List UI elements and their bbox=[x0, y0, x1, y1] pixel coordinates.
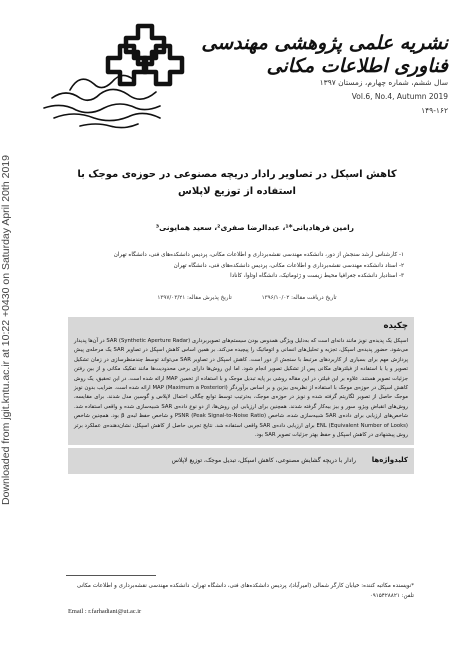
keywords-section bbox=[68, 448, 414, 474]
author-list: رامین فرهادیانی*¹، عبدالرضا صفری²، سعید همایونی³ bbox=[155, 223, 354, 232]
footnote-address: *نویسنده مکاتبه کننده: خیابان کارگر شمالی (امیرآباد)، پردیس دانشکده‌های فنی، دانشگاه تهران، دانشکده مهندسی نقشه‌برداری و اطلاعات مکانی bbox=[76, 583, 414, 589]
keywords-label: کلیدواژه‌ها bbox=[371, 456, 408, 464]
kntu-emblem-icon bbox=[30, 18, 190, 136]
affiliation-item: ۱- کارشناس ارشد سنجش از دور، دانشکده مهندسی نقشه‌برداری و اطلاعات مکانی، پردیس دانشکده‌های فنی، دانشگاه تهران bbox=[113, 252, 404, 258]
affiliation-item: ۳- استادیار دانشکده جغرافیا محیط زیست و ژئوماتیک، دانشگاه اوتاوا، کانادا bbox=[230, 273, 404, 279]
footnote-phone: تلفن: ۰۹۱۵۴۲۸۸۲۱ bbox=[369, 592, 414, 599]
abstract-body: اسپکل یک پدیده‌ی نویز مانند دانه‌ای است که به‌دلیل ویژگی همدوس بودن سیستم‌های تصویربرداری (Synthetic Aperture Radar) SAR در آن‌ها پدیدار می‌شود. حضور پدیده‌ی اسپکل، تجزیه و تحلیل‌های انسانی و اتوماتیک را پیچیده می‌کند. بر همین اساس کاهش اسپکل در تصاویر SAR یک مرحله‌ی پیش پردازش مهم برای بسیاری از کاربردهای مرتبط با سنجش از دور است. کاهش اسپکل در تصاویر SAR می‌تواند توسط چندمنظرسازی در زمان تشکیل تصویر و یا با استفاده از فیلترهای مکانی پس از تشکیل تصویر انجام شود. اما این روش‌ها دارای برخی محدودیت‌ها مانند تفکیک مکانی و از بین رفتن جزئیات تصویر هستند. علاوه بر این فیلتر، در این مقاله روشی بر پایه تبدیل موجک و با استفاده از تخمین MAP ارائه شده است. در این تحقیق، یک روش کاهش اسپکل در حوزه‌ی موجک با استفاده از نظریه‌ی بیزین و بر اساس برآوردگر MAP (Maximum a Posteriori) ارائه شده است. ضرایب بدون نویز موجک حاصل از تصویر لگاریتم گرفته شده و نویز در حوزه‌ی موجک، به‌ترتیب توسط توابع چگالی احتمال لاپلاس و گوسین مدل شدند. برای مقایسه، روش‌های انقباض ویژو، سور و بیز بیه‌کار گرفته شدند. همچنین برای ارزیابی این روش‌ها، از دو نوع داده‌ی SAR شبیه‌سازی شده و واقعی استفاده شد. شاخص‌های ارزیابی برای داده‌ی SAR شبیه‌سازی شده، شاخص PSNR (Peak Signal-to-Noise Ratio) و شاخص حفظ لبه‌ی β بود. همچنین شاخص ENL (Equivalent Number of Looks) برای ارزیابی داده‌ی SAR واقعی استفاده شد. نتایج تجربی حاصل از کاهش اسپکل، نشان‌دهنده‌ی عملکرد برتر روش پیشنهادی در کاهش اسپکل و حفظ بهتر جزئیات تصویر SAR بود. bbox=[74, 338, 408, 439]
affiliations bbox=[64, 250, 404, 282]
footnote-divider bbox=[66, 575, 156, 576]
author-email[interactable]: Email : r.farhadiani@ut.ac.ir bbox=[68, 608, 142, 615]
download-watermark-text: Downloaded from jgit.kntu.ac.ir at 10:22 +0430 on Saturday April 20th 2019 bbox=[0, 155, 12, 505]
received-date: تاریخ دریافت مقاله: ۱۳۹۶/۱۰/۰۲ bbox=[261, 295, 337, 301]
journal-title: نشریه علمی پژوهشی مهندسی فناوری اطلاعات مکانی bbox=[201, 32, 448, 77]
article-dates bbox=[90, 295, 404, 301]
corresponding-author-note bbox=[64, 582, 414, 601]
keywords-text: رادار با دریچه گشایش مصنوعی، کاهش اسپکل، تبدیل موجک، توزیع لاپلاس bbox=[171, 457, 356, 464]
download-watermark bbox=[0, 30, 20, 630]
affiliation-item: ۲- استاد دانشکده مهندسی نقشه‌برداری و اطلاعات مکانی، پردیس دانشکده‌های فنی، دانشگاه تهران bbox=[173, 262, 404, 269]
journal-issue-info bbox=[228, 76, 448, 118]
abstract-section bbox=[68, 317, 414, 445]
university-logo bbox=[30, 18, 190, 136]
article-title: کاهش اسپکل در تصاویر رادار دریچه مصنوعی در حوزه‌ی موجک با استفاده از توزیع لاپلاس bbox=[77, 169, 397, 197]
accepted-date: تاریخ پذیرش مقاله: ۱۳۹۷/۰۳/۲۱ bbox=[157, 295, 232, 301]
issue-line: سال ششم، شماره چهارم، زمستان ۱۳۹۷ bbox=[319, 78, 448, 87]
abstract-heading: چکیده bbox=[383, 321, 408, 331]
pages-line: ۱۴۹-۱۶۲ bbox=[421, 106, 448, 115]
volume-line: Vol.6, No.4, Autumn 2019 bbox=[351, 92, 448, 101]
